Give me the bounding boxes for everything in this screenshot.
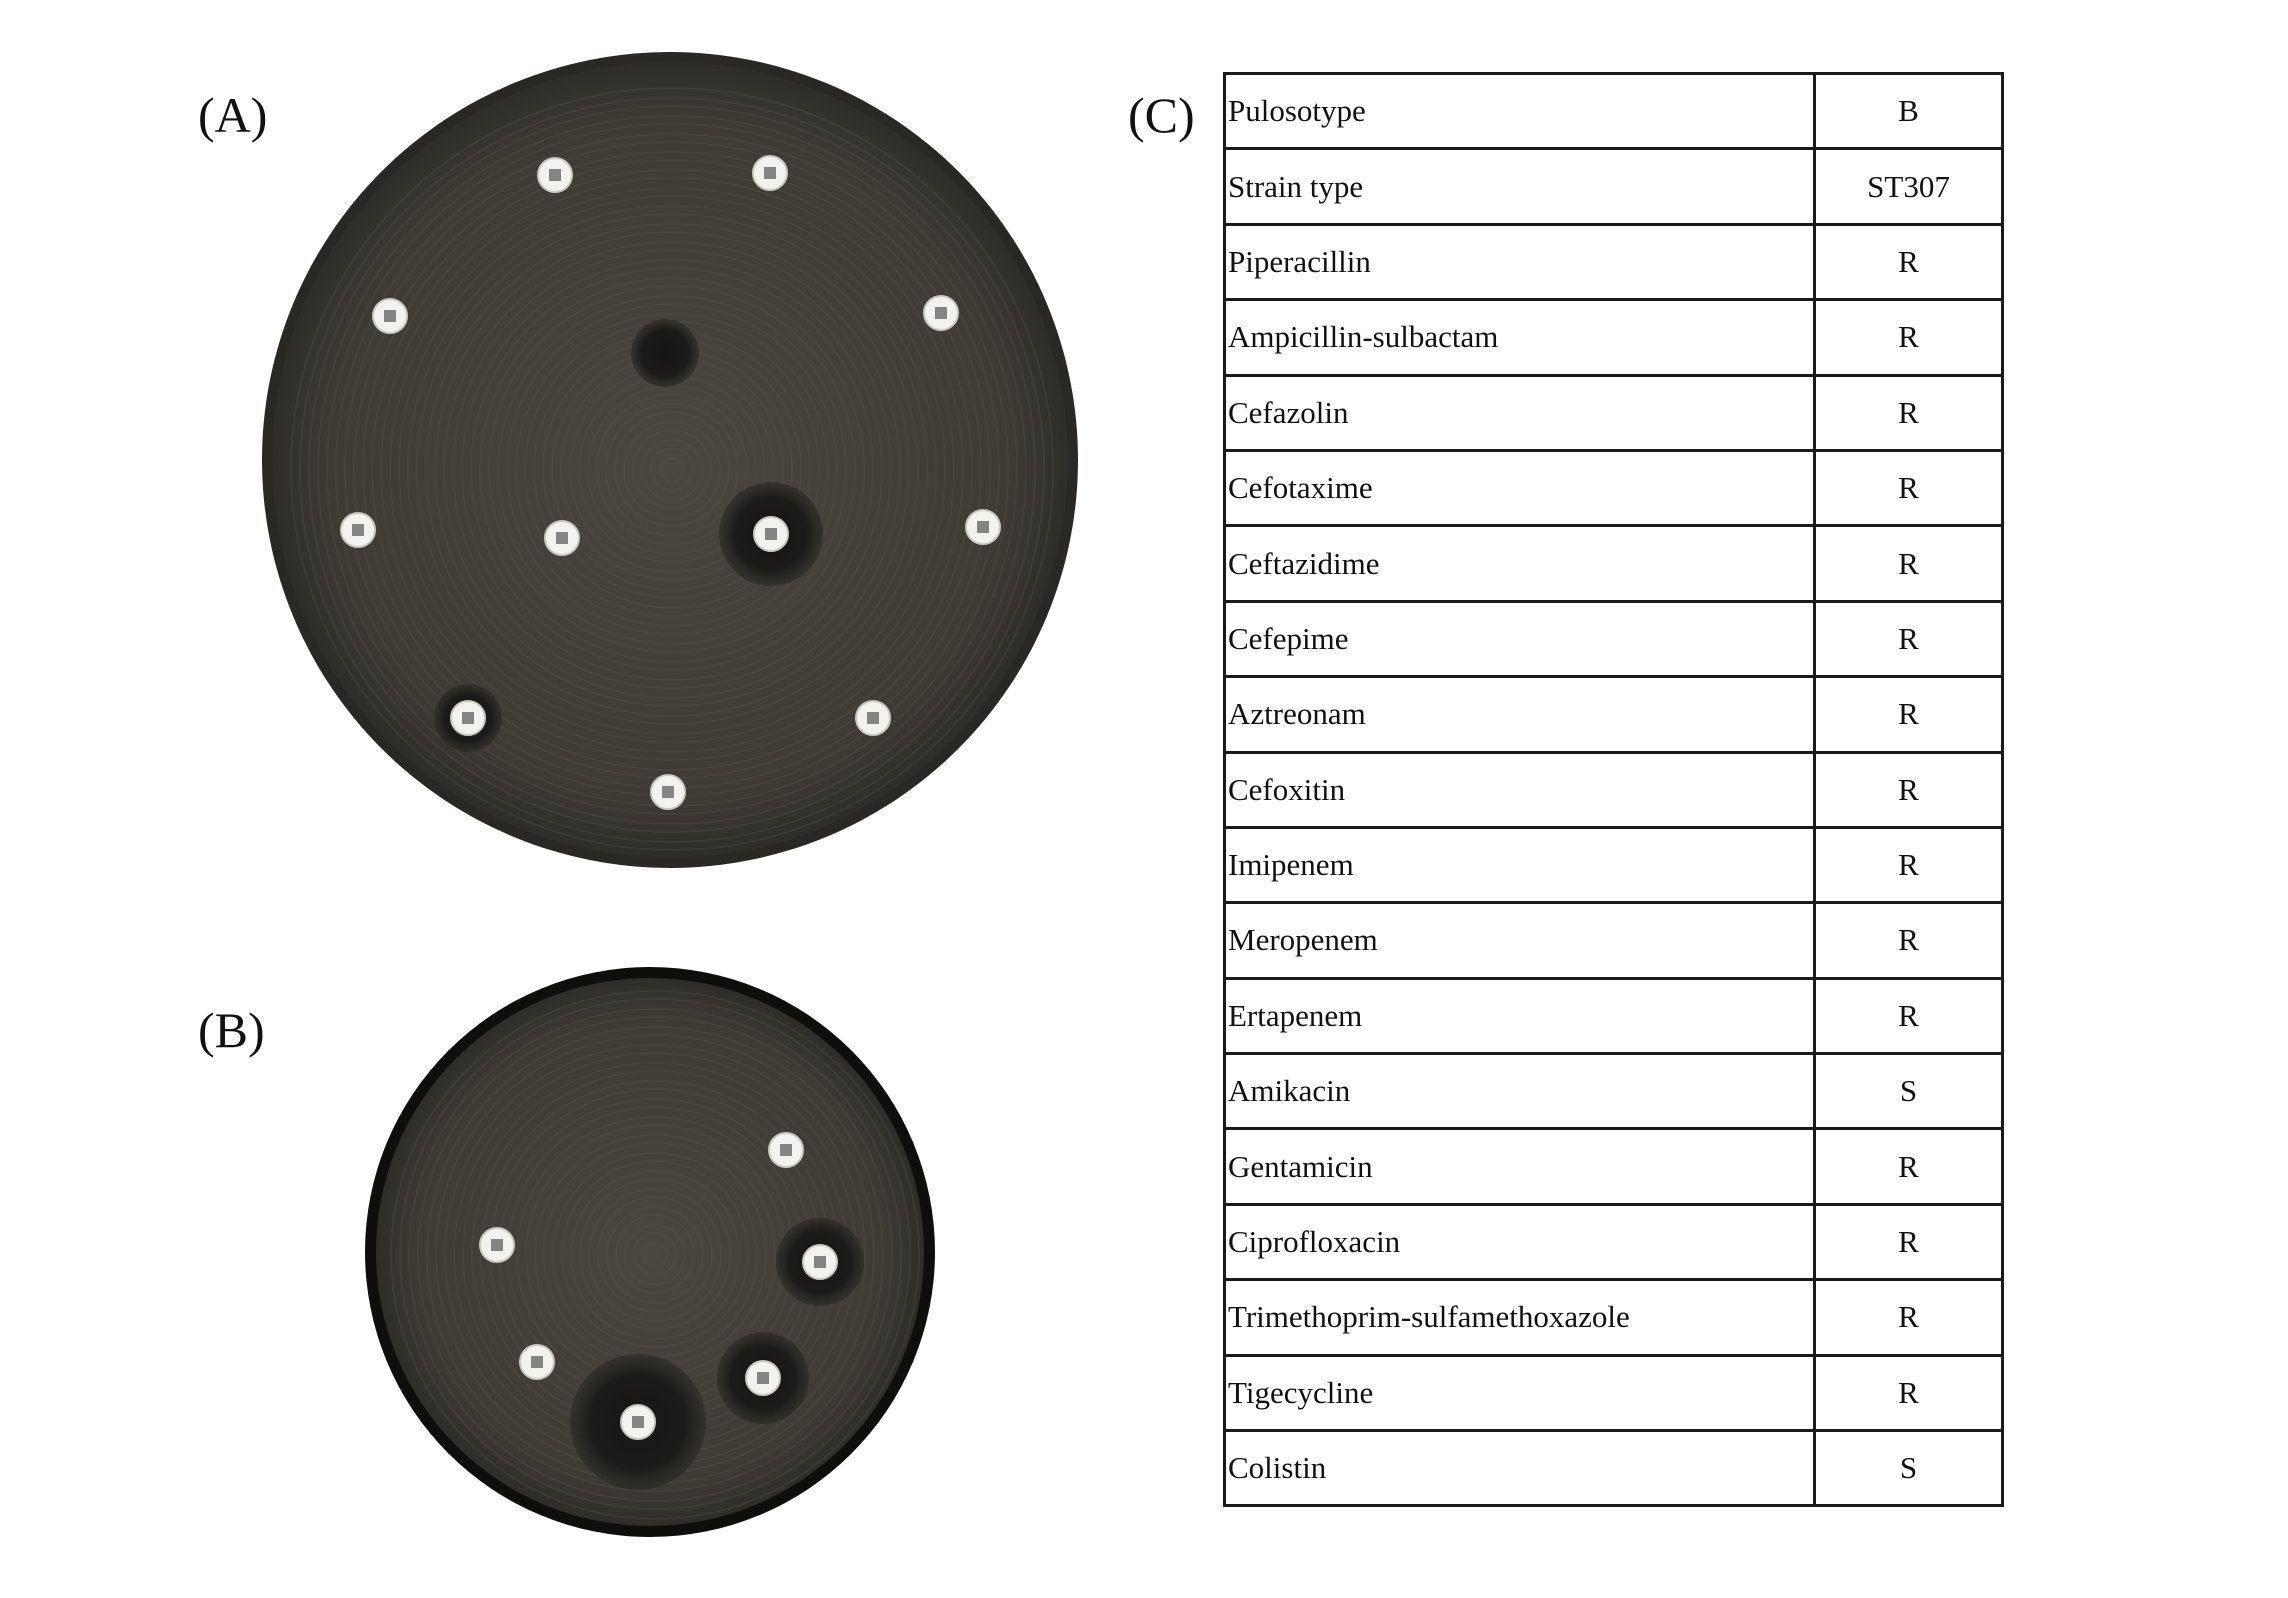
row-value: R (1815, 827, 2003, 902)
disk-marking (765, 528, 777, 540)
table-row (1225, 300, 2003, 375)
disk-marking (780, 1144, 792, 1156)
disk-marking (384, 310, 396, 322)
disk-marking (977, 521, 989, 533)
disk-marking (867, 712, 879, 724)
table-row (1225, 375, 2003, 450)
row-value: R (1815, 375, 2003, 450)
row-label: Tigecycline (1225, 1355, 1815, 1430)
row-value: R (1815, 1129, 2003, 1204)
plate-b (365, 967, 935, 1537)
disk-marking (757, 1372, 769, 1384)
row-label: Ceftazidime (1225, 526, 1815, 601)
row-label: Cefazolin (1225, 375, 1815, 450)
row-value: R (1815, 1355, 2003, 1430)
plate-a-agar (272, 62, 1068, 858)
table-row (1225, 1054, 2003, 1129)
row-label: Trimethoprim-sulfamethoxazole (1225, 1280, 1815, 1355)
row-label: Strain type (1225, 149, 1815, 224)
row-value: R (1815, 601, 2003, 676)
row-label: Ampicillin-sulbactam (1225, 300, 1815, 375)
susceptibility-table (1223, 72, 2004, 1507)
table-row (1225, 526, 2003, 601)
row-value: R (1815, 978, 2003, 1053)
row-label: Cefepime (1225, 601, 1815, 676)
table-row (1225, 677, 2003, 752)
agar-plates (0, 0, 1100, 1598)
row-value: R (1815, 752, 2003, 827)
row-label: Gentamicin (1225, 1129, 1815, 1204)
row-label: Cefoxitin (1225, 752, 1815, 827)
table-row (1225, 1355, 2003, 1430)
row-label: Ertapenem (1225, 978, 1815, 1053)
table-row (1225, 1204, 2003, 1279)
disk-marking (814, 1256, 826, 1268)
row-value: S (1815, 1431, 2003, 1506)
disk-marking (632, 1416, 644, 1428)
zone-a-center-top (631, 319, 699, 387)
table-row (1225, 978, 2003, 1053)
row-value: R (1815, 1280, 2003, 1355)
disk-marking (556, 532, 568, 544)
table-row (1225, 224, 2003, 299)
row-label: Ciprofloxacin (1225, 1204, 1815, 1279)
table-row (1225, 827, 2003, 902)
row-label: Pulosotype (1225, 74, 1815, 149)
row-value: ST307 (1815, 149, 2003, 224)
disk-marking (462, 712, 474, 724)
row-label: Amikacin (1225, 1054, 1815, 1129)
panel-label-b: (B) (198, 1002, 265, 1058)
row-value: R (1815, 450, 2003, 525)
table-row (1225, 1431, 2003, 1506)
row-value: R (1815, 224, 2003, 299)
table-row (1225, 149, 2003, 224)
table-row (1225, 1129, 2003, 1204)
table-row (1225, 74, 2003, 149)
panel-label-c: (C) (1128, 87, 1195, 143)
row-label: Aztreonam (1225, 677, 1815, 752)
row-value: R (1815, 903, 2003, 978)
disk-marking (935, 307, 947, 319)
panel-label-a: (A) (198, 87, 268, 143)
row-label: Piperacillin (1225, 224, 1815, 299)
disk-marking (352, 524, 364, 536)
row-value: S (1815, 1054, 2003, 1129)
row-value: B (1815, 74, 2003, 149)
row-value: R (1815, 300, 2003, 375)
table-row (1225, 450, 2003, 525)
row-label: Colistin (1225, 1431, 1815, 1506)
disk-marking (662, 786, 674, 798)
table-row (1225, 1280, 2003, 1355)
disk-marking (549, 169, 561, 181)
disk-marking (491, 1239, 503, 1251)
table-row (1225, 752, 2003, 827)
disk-marking (531, 1356, 543, 1368)
row-value: R (1815, 677, 2003, 752)
disk-marking (764, 167, 776, 179)
row-label: Meropenem (1225, 903, 1815, 978)
row-label: Imipenem (1225, 827, 1815, 902)
row-value: R (1815, 526, 2003, 601)
row-label: Cefotaxime (1225, 450, 1815, 525)
row-value: R (1815, 1204, 2003, 1279)
table-row (1225, 601, 2003, 676)
plate-a (262, 52, 1078, 868)
table-row (1225, 903, 2003, 978)
